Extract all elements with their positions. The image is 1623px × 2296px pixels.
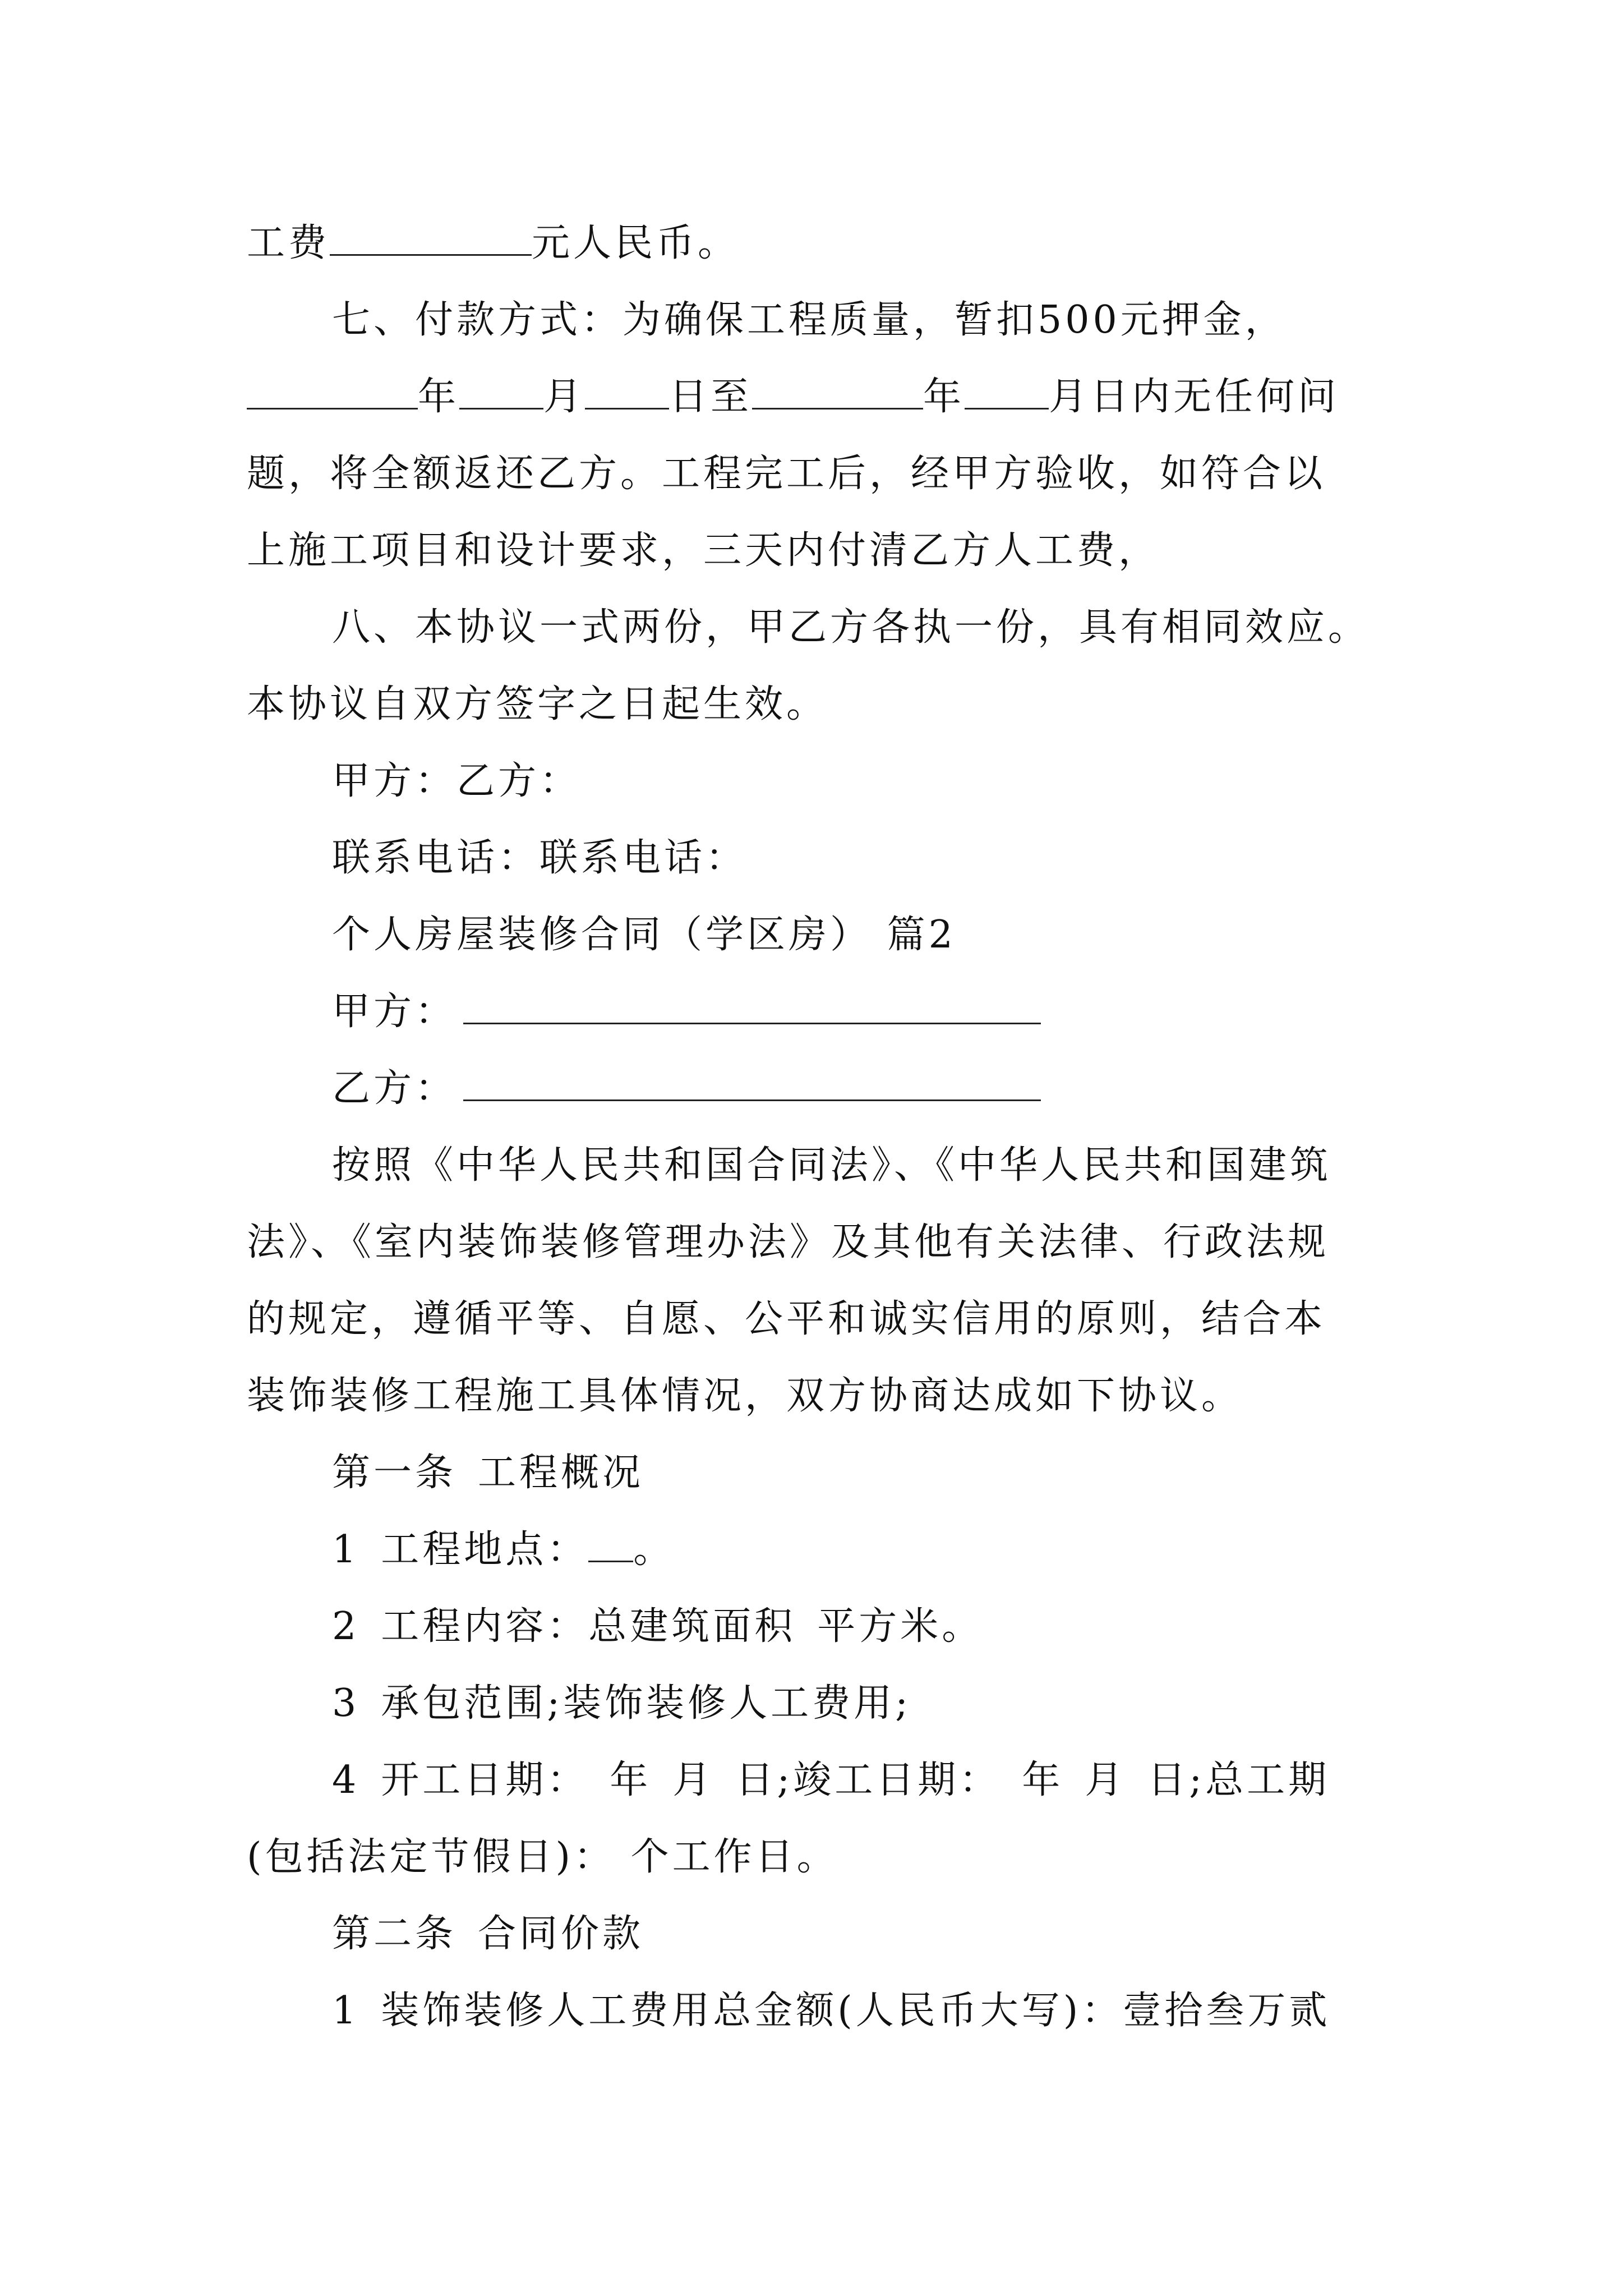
item-number: 1 <box>332 1989 360 2033</box>
preamble-line: 装饰装修工程施工具体情况，双方协商达成如下协议。 <box>247 1374 1243 1418</box>
text-segment: 年 <box>610 1758 652 1802</box>
party-b-line <box>247 1050 1384 1127</box>
text-segment: 年 <box>418 375 460 419</box>
text-segment: 工费 <box>247 221 330 265</box>
item-line <box>247 1511 1384 1588</box>
clause-eight: 八、本协议一式两份，甲乙方各执一份，具有相同效应。 <box>332 605 1370 650</box>
party-b-blank <box>463 1065 1041 1101</box>
preamble-line: 法》、《室内装饰装修管理办法》及其他有关法律、行政法规 <box>247 1220 1330 1264</box>
text-segment: 月日内无任何问 <box>1049 375 1340 419</box>
item-number: 4 <box>332 1758 360 1802</box>
text-segment: 月 <box>543 375 585 419</box>
date-blanks-line <box>247 358 1384 435</box>
text-line <box>247 205 1384 282</box>
text-segment: 月 <box>672 1758 714 1802</box>
item-line <box>247 1665 1384 1742</box>
fill-blank <box>752 373 923 409</box>
text-segment: 日至 <box>669 375 753 419</box>
text-segment: 年 <box>1022 1758 1064 1802</box>
article-number: 第一条 <box>332 1451 457 1495</box>
text-segment: 年 <box>923 375 965 419</box>
item-number: 1 <box>332 1527 360 1572</box>
party-a-label: 甲方： <box>332 990 457 1034</box>
text-line: 上施工项目和设计要求，三天内付清乙方人工费， <box>247 528 1160 573</box>
signature-parties: 甲方：乙方： <box>332 759 582 803</box>
fill-blank <box>965 373 1049 409</box>
item-line <box>247 1588 1384 1665</box>
text-line: 本协议自双方签字之日起生效。 <box>247 682 828 726</box>
item-number: 3 <box>332 1681 360 1726</box>
text-line: (包括法定节假日)： 个工作日。 <box>247 1835 838 1879</box>
contact-phones: 联系电话：联系电话： <box>332 836 748 880</box>
section-title: 个人房屋装修合同（学区房） 篇2 <box>332 913 956 957</box>
article-title: 工程概况 <box>478 1451 644 1495</box>
preamble-line: 的规定，遵循平等、自愿、公平和诚实信用的原则，结合本 <box>247 1297 1326 1341</box>
text-segment: 装饰装修人工费用总金额(人民币大写)：壹拾叁万贰 <box>381 1989 1331 2033</box>
article-two-heading <box>247 1895 1384 1972</box>
item-line <box>247 1742 1384 1819</box>
item-number: 2 <box>332 1604 360 1649</box>
article-title: 合同价款 <box>478 1912 644 1956</box>
item-line <box>247 1972 1384 2049</box>
text-segment: 工程内容：总建筑面积 <box>381 1604 796 1649</box>
text-segment: 工程地点： <box>381 1527 589 1572</box>
article-one-heading <box>247 1434 1384 1511</box>
party-b-label: 乙方： <box>332 1066 457 1111</box>
preamble-line: 按照《中华人民共和国合同法》、《中华人民共和国建筑 <box>332 1143 1332 1188</box>
fill-blank <box>459 373 543 409</box>
text-segment: 。 <box>633 1527 675 1572</box>
fill-blank <box>585 373 669 409</box>
text-segment: 日;竣工日期： <box>735 1758 1001 1802</box>
fill-blank <box>330 219 532 256</box>
text-segment: 日;总工期 <box>1147 1758 1330 1802</box>
text-segment: 元人民币。 <box>532 221 740 265</box>
clause-seven: 七、付款方式：为确保工程质量，暂扣500元押金， <box>332 298 1287 342</box>
text-segment: 平方米。 <box>817 1604 984 1649</box>
text-segment: 开工日期： <box>381 1758 589 1802</box>
party-a-blank <box>463 988 1041 1024</box>
fill-blank <box>247 373 418 409</box>
text-segment: 月 <box>1085 1758 1127 1802</box>
article-number: 第二条 <box>332 1912 457 1956</box>
text-line: 题，将全额返还乙方。工程完工后，经甲方验收，如符合以 <box>247 452 1326 496</box>
text-segment: 承包范围;装饰装修人工费用; <box>381 1681 912 1726</box>
fill-blank <box>588 1526 633 1562</box>
document-page <box>247 205 1384 2049</box>
party-a-line <box>247 973 1384 1050</box>
